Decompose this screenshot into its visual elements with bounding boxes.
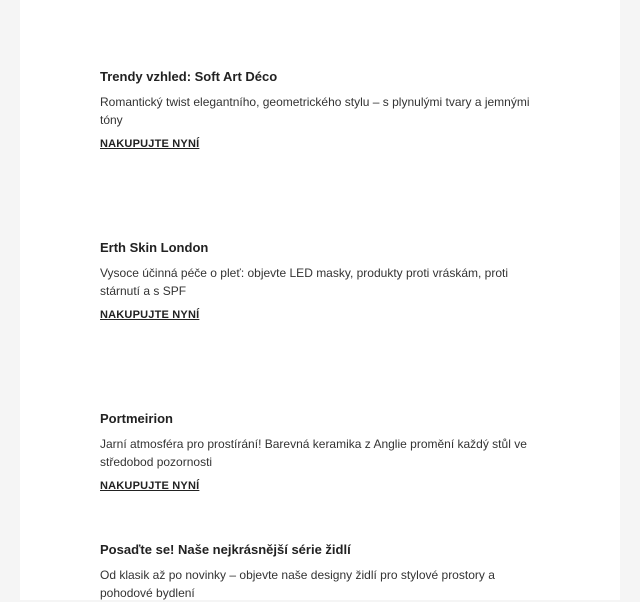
email-content: [20, 0, 620, 600]
promo-title: Portmeirion: [100, 411, 173, 426]
promo-description: Vysoce účinná péče o pleť: objevte LED masky, produkty proti vráskám, proti stárnutí a s SPF: [100, 266, 509, 298]
promo-description: Jarní atmosféra pro prostírání! Barevná keramika z Anglie promění každý stůl ve středobod pozornosti: [100, 437, 527, 469]
promo-title: Erth Skin London: [100, 240, 209, 255]
promo-description: Od klasik až po novinky – objevte naše designy židlí pro stylové prostory a pohodové bydlení: [100, 568, 495, 600]
shop-now-link[interactable]: NAKUPUJTE NYNÍ: [100, 309, 200, 321]
promo-block-soft-art-deco: [100, 69, 540, 152]
promo-block-erth-skin-london: [100, 240, 540, 323]
promo-title: Posaďte se! Naše nejkrásnější série židlí: [100, 542, 351, 557]
promo-block-portmeirion: [100, 411, 540, 494]
shop-now-link[interactable]: NAKUPUJTE NYNÍ: [100, 480, 200, 492]
promo-description: Romantický twist elegantního, geometrického stylu – s plynulými tvary a jemnými tóny: [100, 95, 530, 127]
promo-title: Trendy vzhled: Soft Art Déco: [100, 69, 278, 84]
promo-block-chairs: [100, 542, 540, 602]
shop-now-link[interactable]: NAKUPUJTE NYNÍ: [100, 138, 200, 150]
